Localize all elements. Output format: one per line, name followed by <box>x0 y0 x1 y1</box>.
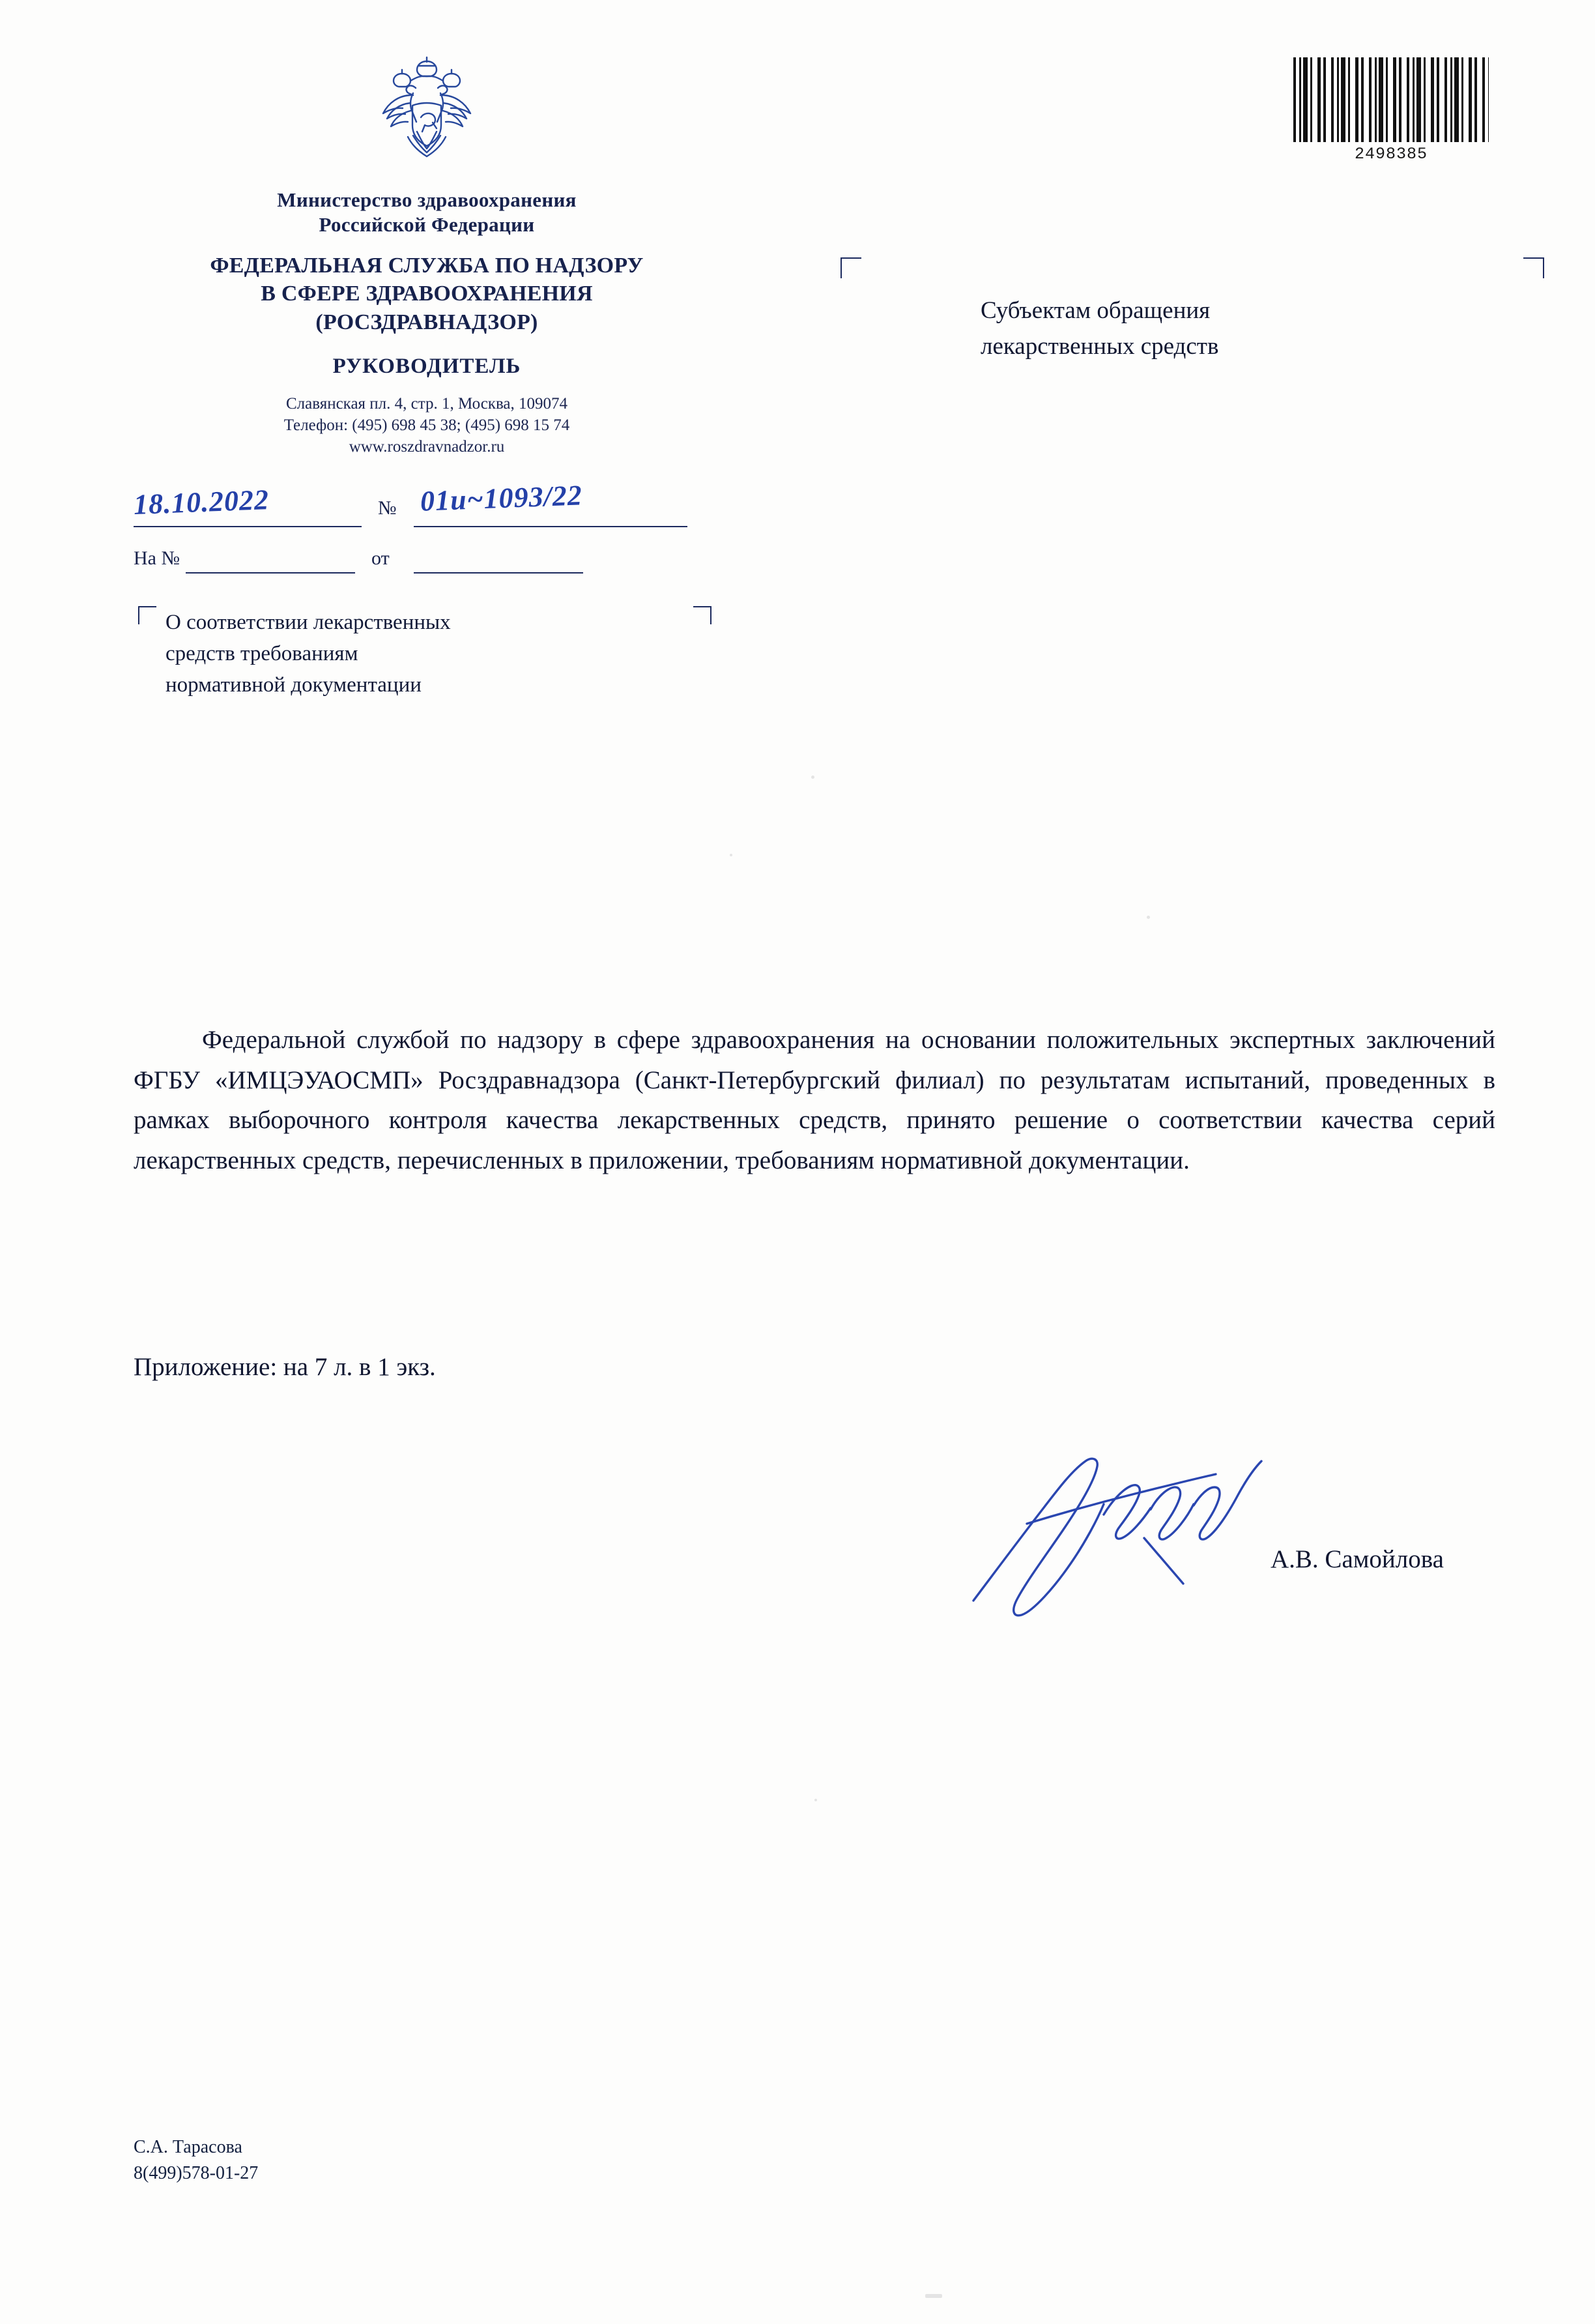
from-label: от <box>371 547 390 569</box>
scan-speck <box>730 854 732 856</box>
body-paragraph-1: Федеральной службой по надзору в сфере здравоохранения на основании положительных экспертных заключений ФГБУ «ИМЦЭУАОСМП» Росздравнадзора (Санкт-Петербургский филиал) по результатам испытаний, проведенных в рамках выборочного контроля качества лекарственных средств, принято решение о соответствии качества серий лекарственных средств, перечисленных в приложении, требованиям нормативной документации. <box>134 1026 1495 1174</box>
attachment-note: Приложение: на 7 л. в 1 экз. <box>134 1353 436 1381</box>
subject-corner-left <box>138 606 156 624</box>
document-date: 18.10.2022 <box>133 484 270 521</box>
addressee-corner-left <box>841 257 861 278</box>
document-number: 01и~1093/22 <box>420 479 583 517</box>
date-number-line <box>133 479 740 531</box>
date-rule <box>134 526 362 527</box>
addressee-corner-right <box>1523 257 1544 278</box>
double-headed-eagle-emblem <box>365 52 489 163</box>
scan-speck <box>811 776 814 779</box>
executor-phone: 8(499)578-01-27 <box>134 2162 259 2183</box>
body-text <box>134 1020 1495 1180</box>
phone-line: Телефон: (495) 698 45 38; (495) 698 15 74 <box>283 416 570 435</box>
website-line: www.roszdravnadzor.ru <box>349 438 505 456</box>
subject-line-2: средств требованиям <box>165 641 358 665</box>
number-rule <box>414 526 687 527</box>
letterhead <box>130 188 723 458</box>
number-label: № <box>378 497 397 519</box>
scan-speck <box>814 1799 817 1801</box>
reply-reference-line <box>134 547 740 587</box>
executor-name: С.А. Тарасова <box>134 2137 242 2157</box>
signature-block <box>964 1447 1538 1642</box>
barcode-icon <box>1293 57 1489 142</box>
signatory-name: А.В. Самойлова <box>1271 1545 1444 1573</box>
service-line-1: ФЕДЕРАЛЬНАЯ СЛУЖБА ПО НАДЗОРУ <box>210 253 644 278</box>
barcode-block <box>1293 57 1489 164</box>
on-number-label: На № <box>134 547 180 569</box>
on-number-rule <box>186 572 355 574</box>
from-rule <box>414 572 583 574</box>
scan-speck <box>1147 916 1150 919</box>
signature-scribble <box>964 1447 1271 1629</box>
addressee-line-1: Субъектам обращения <box>981 297 1211 324</box>
ministry-line-2: Российской Федерации <box>319 212 535 236</box>
address-line: Славянская пл. 4, стр. 1, Москва, 109074 <box>285 395 568 413</box>
barcode-number: 2498385 <box>1354 145 1428 164</box>
service-line-2: В СФЕРЕ ЗДРАВООХРАНЕНИЯ <box>261 282 593 306</box>
service-line-3: (РОСЗДРАВНАДЗОР) <box>315 310 538 334</box>
executor-block <box>134 2134 258 2186</box>
subject-line-1: О соответствии лекарственных <box>165 611 451 634</box>
subject-line-3: нормативной документации <box>165 673 422 697</box>
scan-speck <box>925 2294 942 2298</box>
ministry-line-1: Министерство здравоохранения <box>277 188 577 211</box>
addressee-line-2: лекарственных средств <box>981 332 1219 360</box>
position-title: РУКОВОДИТЕЛЬ <box>332 355 521 379</box>
addressee-block <box>841 257 1544 388</box>
